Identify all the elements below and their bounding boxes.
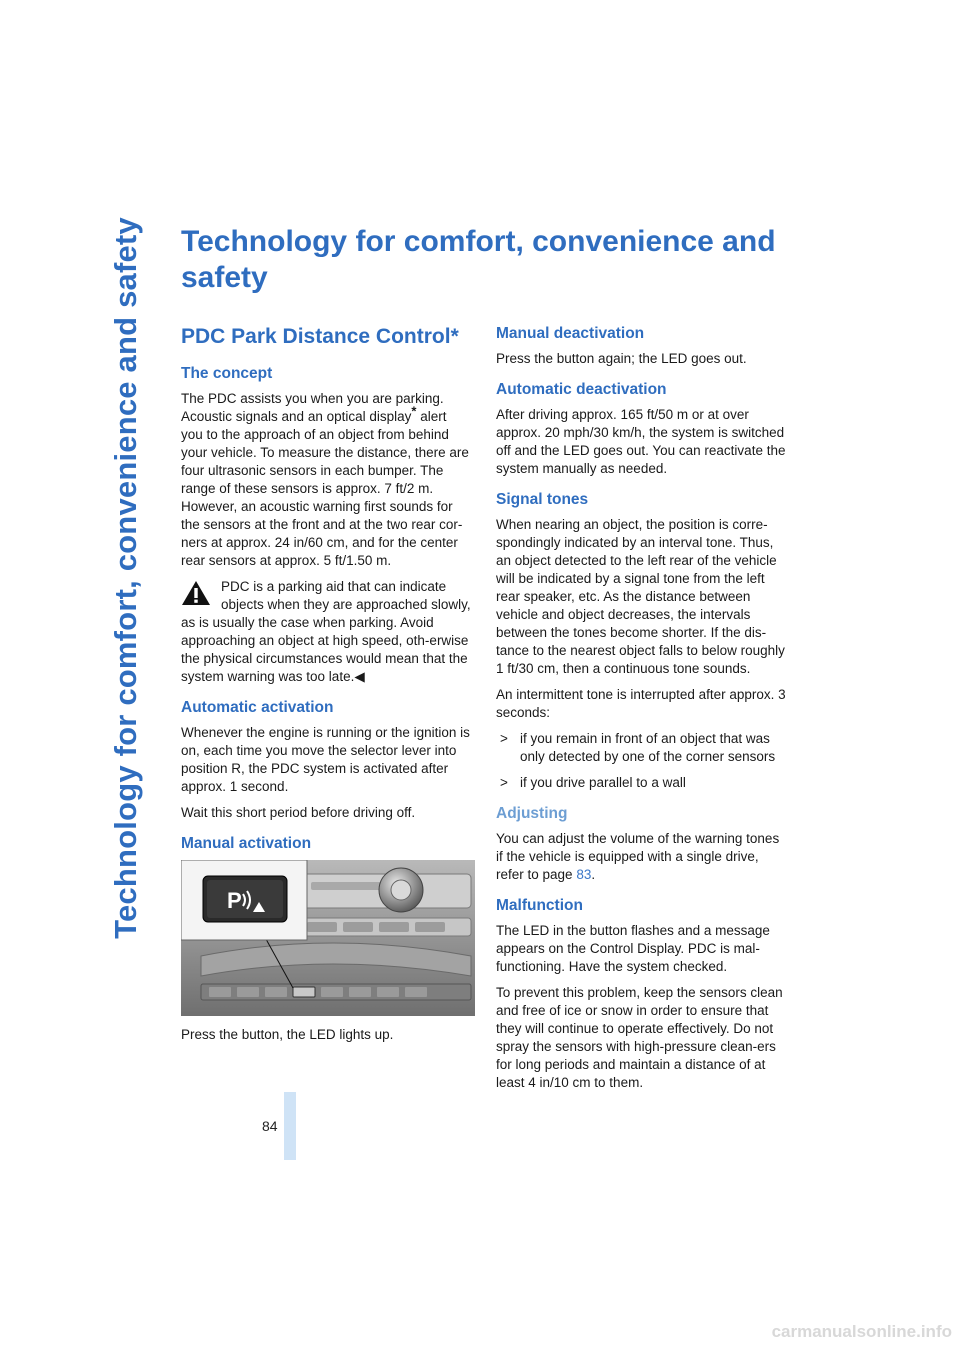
signal-tones-heading: Signal tones <box>496 491 589 508</box>
adjusting-text-a: You can adjust the volume of the warning tones if the vehicle is equipped with a single drive, refer to page <box>496 831 780 882</box>
manual-deactivation-text: Press the button again; the LED goes out. <box>496 351 747 366</box>
pdc-button-figure <box>181 860 475 1016</box>
manual-deactivation-heading: Manual deactivation <box>496 325 645 342</box>
warning-triangle-icon <box>181 580 211 606</box>
automatic-activation-wait-text: Wait this short period before driving off. <box>181 805 416 820</box>
bullet-marker: > <box>500 731 508 746</box>
end-mark-icon: ◀ <box>354 669 365 684</box>
bullet-marker: > <box>500 775 508 790</box>
list-item <box>496 774 786 792</box>
left-column <box>181 324 471 1052</box>
side-chapter-title-text: Technology for comfort, convenience and safety <box>108 217 144 939</box>
page-number-bar <box>284 1092 296 1160</box>
warning-text: PDC is a parking aid that can indicate objects when they are approached slowly, as is usually the case when parking. Avoid approaching an object at high speed, oth-erwise the physical circumstances would mean that the system warning was too late. <box>181 579 471 684</box>
concept-text-a: The PDC assists you when you are parking. Acoustic signals and an optical display <box>181 391 444 424</box>
malfunction-text: The LED in the button flashes and a message appears on the Control Display. PDC is mal-functioning. Have the system checked. <box>496 923 770 974</box>
automatic-activation-heading: Automatic activation <box>181 699 334 716</box>
concept-heading: The concept <box>181 365 273 382</box>
center-console-illustration <box>181 860 475 1016</box>
manual-activation-heading: Manual activation <box>181 835 312 852</box>
automatic-deactivation-heading: Automatic deactivation <box>496 381 667 398</box>
warning-note <box>181 578 471 686</box>
intermittent-tone-list <box>496 730 786 792</box>
list-item-text: if you remain in front of an object that was only detected by one of the corner sensors <box>520 731 776 764</box>
intermittent-tone-text: An intermittent tone is interrupted after approx. 3 seconds: <box>496 687 786 720</box>
concept-text-b: alert you to the approach of an object from behind your vehicle. To measure the distance, there are four ultrasonic sensors in each bumper. The range of these sensors is approx. 7 ft/2 m. However, an acoustic warning first sounds for the sensors at the front and at the two rear cor-ners at approx. 24 in/60 cm, and for the center rear sensors at approx. 5 ft/1.50 m. <box>181 409 469 568</box>
concept-paragraph <box>181 390 471 570</box>
section-title: PDC Park Distance Control* <box>181 325 459 348</box>
adjusting-text <box>496 830 786 884</box>
list-item <box>496 730 786 766</box>
watermark: carmanualsonline.info <box>771 1322 952 1341</box>
right-column <box>496 324 786 1100</box>
side-chapter-title <box>96 217 156 939</box>
adjusting-text-b: . <box>591 867 596 882</box>
automatic-deactivation-text: After driving approx. 165 ft/50 m or at over approx. 20 mph/30 km/h, the system is switched off and the LED goes out. You can reactivate the system manually as needed. <box>496 407 786 476</box>
page-number: 84 <box>262 1118 278 1134</box>
sensor-care-text: To prevent this problem, keep the sensors clean and free of ice or snow in order to ensure that they will continue to operate effectively. Do not spray the sensors with high-pressure clean-ers for long periods and maintain a distance of at least 4 in/10 cm to them. <box>496 985 783 1090</box>
list-item-text: if you drive parallel to a wall <box>520 775 686 790</box>
page-reference-link[interactable]: 83 <box>576 867 592 882</box>
signal-tones-text: When nearing an object, the position is corre-spondingly indicated by an interval tone. Thus, an object detected to the left rear of the vehicle will be indicated by a signal tone from the left rear speaker, etc. As the distance between vehicle and object decreases, the intervals between the tones become shorter. If the dis-tance to the nearest object falls to below roughly 1 ft/30 cm, then a continuous tone sounds. <box>496 517 785 676</box>
optional-equipment-star: * <box>411 403 417 419</box>
malfunction-heading: Malfunction <box>496 897 583 914</box>
pdc-button-label: P <box>227 888 242 913</box>
chapter-title: Technology for comfort, convenience and safety <box>181 225 776 294</box>
adjusting-heading: Adjusting <box>496 805 568 822</box>
manual-activation-caption: Press the button, the LED lights up. <box>181 1027 394 1042</box>
automatic-activation-text: Whenever the engine is running or the ignition is on, each time you move the selector lever into position R, the PDC system is activated after approx. 1 second. <box>181 725 470 794</box>
